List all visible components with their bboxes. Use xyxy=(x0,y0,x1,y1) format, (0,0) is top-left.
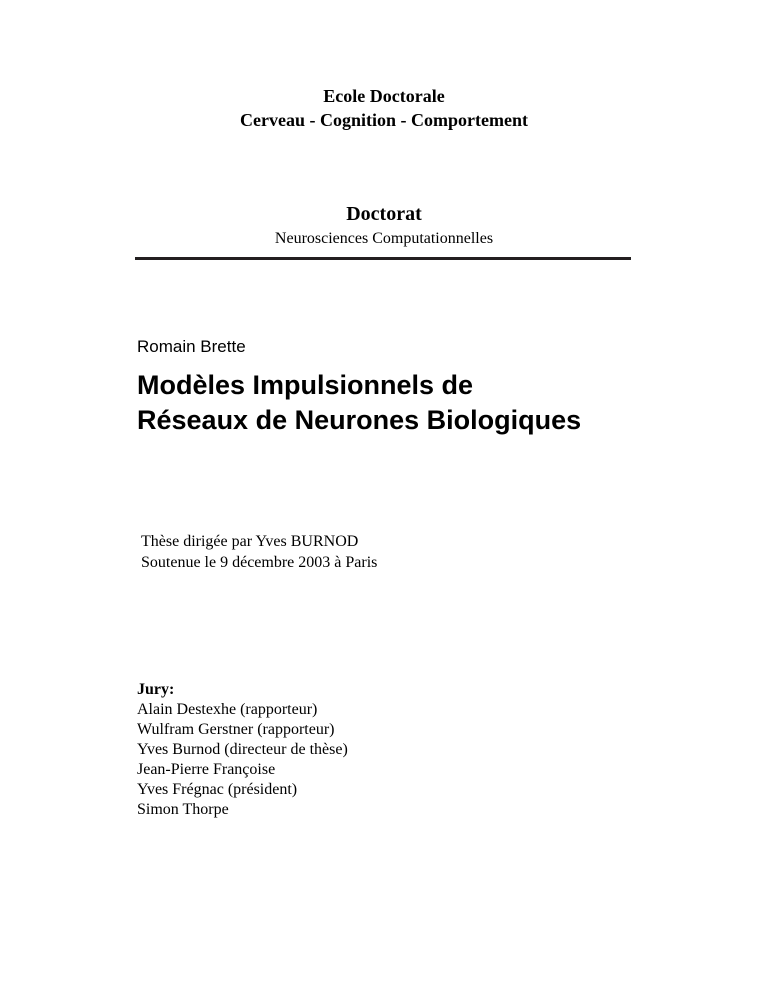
jury-member: Simon Thorpe xyxy=(137,801,229,818)
jury-member: Alain Destexhe (rapporteur) xyxy=(137,701,318,718)
thesis-title xyxy=(137,368,581,438)
doctoral-school-name: Ecole Doctorale xyxy=(323,86,445,106)
thesis-title-line-2: Réseaux de Neurones Biologiques xyxy=(137,405,582,435)
degree-field: Neurosciences Computationnelles xyxy=(274,230,494,247)
jury-member: Wulfram Gerstner (rapporteur) xyxy=(137,721,335,738)
jury-member: Yves Burnod (directeur de thèse) xyxy=(137,741,348,758)
horizontal-divider xyxy=(135,257,631,260)
degree-title: Doctorat xyxy=(346,203,422,225)
supervision-block xyxy=(141,531,377,573)
jury-heading: Jury: xyxy=(137,681,175,698)
jury-member: Jean-Pierre Françoise xyxy=(137,761,276,778)
thesis-title-line-1: Modèles Impulsionnels de xyxy=(137,370,474,400)
jury-block xyxy=(137,680,348,820)
defense-date: Soutenue le 9 décembre 2003 à Paris xyxy=(141,554,378,571)
degree-block xyxy=(0,200,768,250)
doctoral-school-header xyxy=(0,84,768,132)
thesis-director: Thèse dirigée par Yves BURNOD xyxy=(141,533,359,550)
doctoral-program-name: Cerveau - Cognition - Comportement xyxy=(240,110,528,130)
author-name: Romain Brette xyxy=(137,337,246,356)
jury-member: Yves Frégnac (président) xyxy=(137,781,298,798)
